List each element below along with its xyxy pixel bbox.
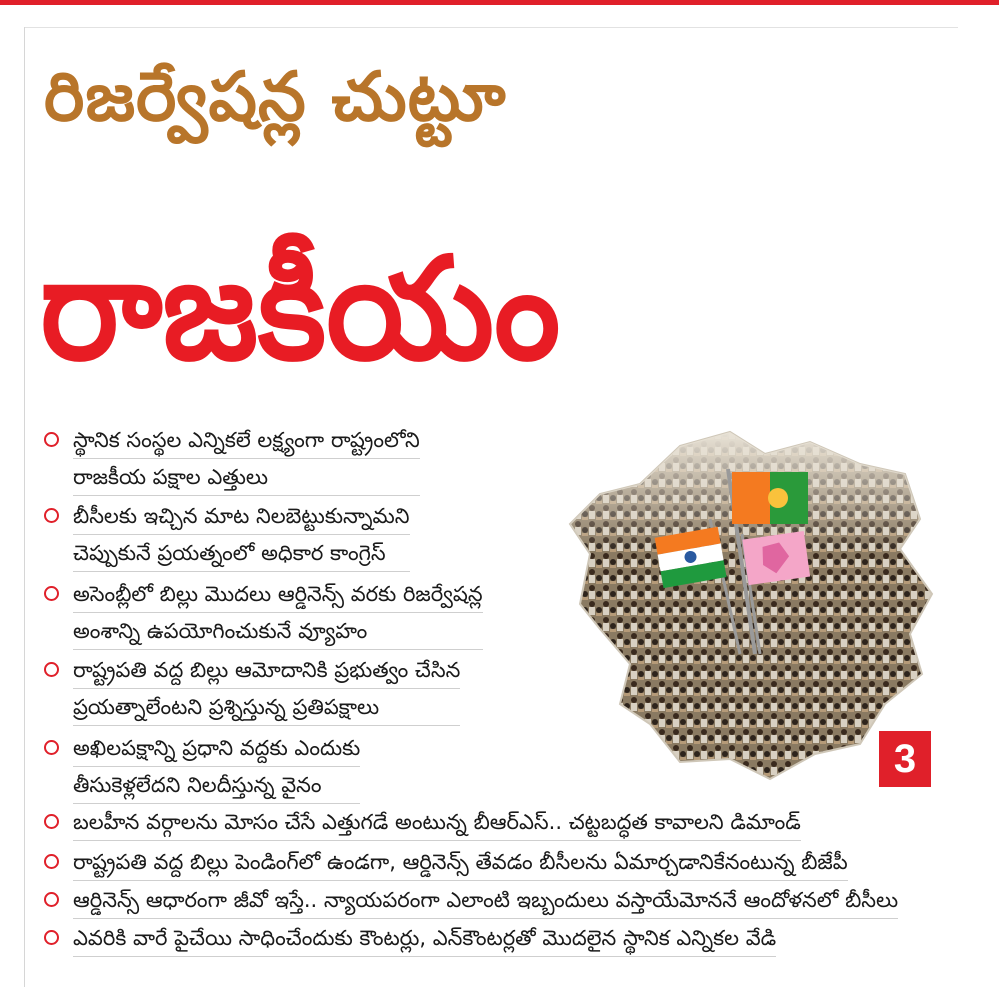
bullet-circle-icon bbox=[44, 740, 59, 755]
list-item-line: అంశాన్ని ఉపయోగించుకునే వ్యూహం bbox=[73, 613, 483, 650]
list-item-line: ఆర్డినెన్స్ ఆధారంగా జీవో ఇస్తే.. న్యాయపరంగా ఎలాంటి ఇబ్బందులు వస్తాయేమోననే ఆందోళనలో బీసీలు bbox=[73, 882, 898, 919]
bullet-circle-icon bbox=[44, 854, 59, 869]
list-item-line: ఎవరికి వారే పైచేయి సాధించేందుకు కౌంటర్లు, ఎన్‌కౌంటర్లతో మొదలైన స్థానిక ఎన్నికల వేడి bbox=[73, 920, 776, 957]
bullet-circle-icon bbox=[44, 586, 59, 601]
list-item-line: తీసుకెళ్లలేదని నిలదీస్తున్న వైనం bbox=[73, 767, 360, 804]
page-number-badge: 3 bbox=[879, 731, 931, 787]
top-rule bbox=[0, 0, 999, 5]
list-item-line: బీసీలకు ఇచ్చిన మాట నిలబెట్టుకున్నామని bbox=[73, 498, 410, 535]
list-item-line: రాష్ట్రపతి వద్ద బిల్లు ఆమోదానికి ప్రభుత్వం చేసిన bbox=[73, 652, 460, 689]
list-item-line: బలహీన వర్గాలను మోసం చేసే ఎత్తుగడే అంటున్న బీఆర్ఎస్.. చట్టబద్ధత కావాలని డిమాండ్ bbox=[73, 804, 801, 841]
list-item bbox=[44, 730, 360, 804]
bullet-circle-icon bbox=[44, 930, 59, 945]
bullet-circle-icon bbox=[44, 432, 59, 447]
bullet-circle-icon bbox=[44, 892, 59, 907]
list-item-line: స్థానిక సంస్థల ఎన్నికలే లక్ష్యంగా రాష్ట్రంలోని bbox=[73, 422, 420, 459]
list-item-line: ప్రయత్నాలేంటని ప్రశ్నిస్తున్న ప్రతిపక్షాలు bbox=[73, 689, 460, 726]
list-item bbox=[44, 422, 420, 496]
list-item-line: రాజకీయ పక్షాల ఎత్తులు bbox=[73, 459, 420, 496]
list-item-line: రాష్ట్రపతి వద్ద బిల్లు పెండింగ్‌లో ఉండగా, ఆర్డినెన్స్ తేవడం బీసీలను ఏమార్చడానికేనంటున్న బీజేపీ bbox=[73, 844, 848, 881]
list-item bbox=[44, 844, 848, 881]
list-item-line: అఖిలపక్షాన్ని ప్రధాని వద్దకు ఎందుకు bbox=[73, 730, 360, 767]
bjp-flag-icon bbox=[732, 472, 808, 524]
list-item bbox=[44, 498, 410, 572]
bullet-circle-icon bbox=[44, 508, 59, 523]
article-kicker: రిజర్వేషన్ల చుట్టూ bbox=[44, 58, 507, 137]
list-item bbox=[44, 652, 460, 726]
list-item bbox=[44, 920, 776, 957]
bullet-circle-icon bbox=[44, 662, 59, 677]
list-item-line: చెప్పుకునే ప్రయత్నంలో అధికార కాంగ్రెస్ bbox=[73, 535, 410, 572]
bullet-circle-icon bbox=[44, 814, 59, 829]
brs-flag-icon bbox=[742, 531, 810, 585]
list-item-line: అసెంబ్లీలో బిల్లు మొదలు ఆర్డినెన్స్ వరకు రిజర్వేషన్ల bbox=[73, 576, 483, 613]
list-item bbox=[44, 576, 483, 650]
list-item bbox=[44, 804, 801, 841]
list-item bbox=[44, 882, 898, 919]
article-headline: రాజకీయం bbox=[40, 227, 561, 392]
